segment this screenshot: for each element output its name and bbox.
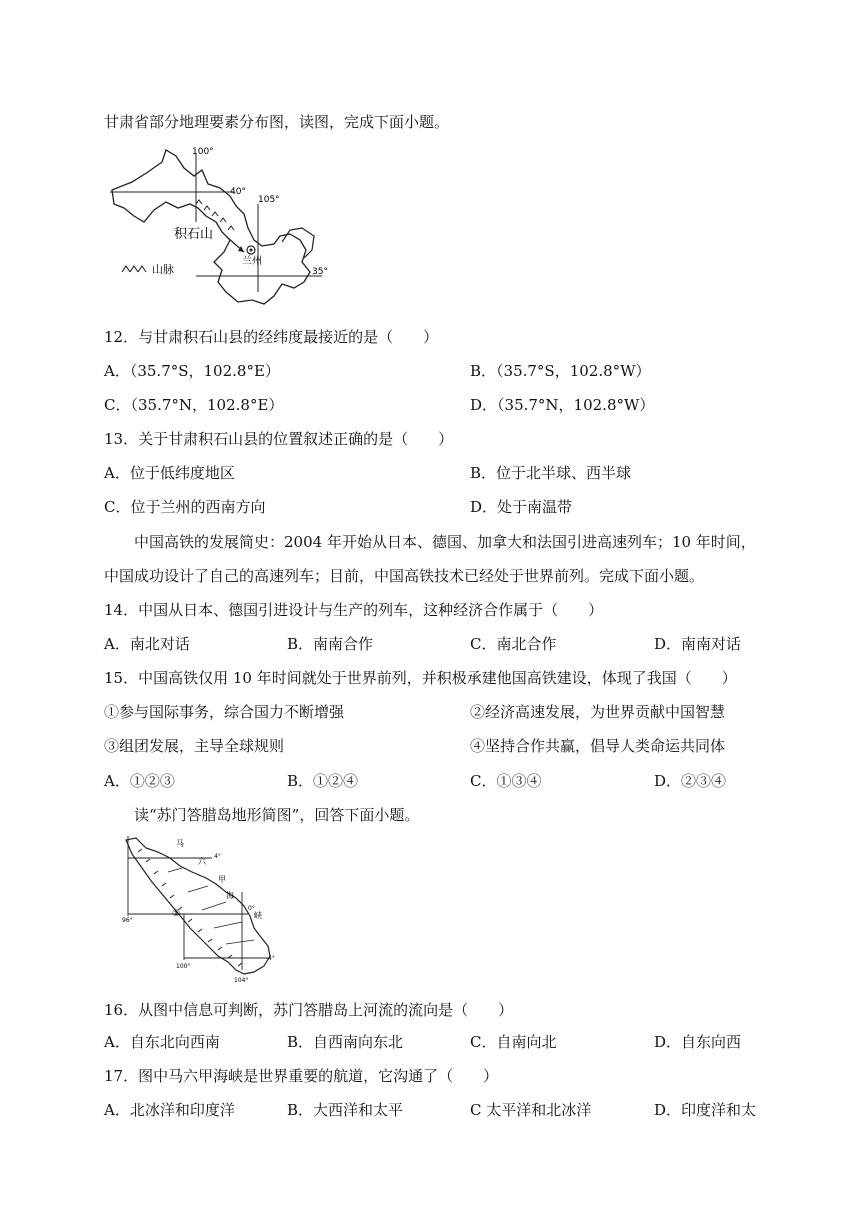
- q13-option-a: A．位于低纬度地区: [104, 464, 235, 482]
- label-lat35: 35°: [312, 267, 328, 277]
- passage-hsr-line2: 中国成功设计了自己的高速列车；目前，中国高铁技术已经处于世界前列。完成下面小题。: [104, 567, 705, 585]
- q12-option-a: A．（35.7°S，102.8°E）: [104, 362, 280, 380]
- label-jishishan: 积石山: [174, 227, 214, 242]
- label-hai: 海: [226, 891, 234, 900]
- q15-statement-1: ①参与国际事务，综合国力不断增强: [104, 703, 345, 721]
- q17-option-c: C 太平洋和北冰洋: [470, 1101, 592, 1119]
- q12-option-b: B．（35.7°S，102.8°W）: [470, 362, 651, 380]
- label-lon100: 100°: [176, 963, 191, 970]
- q13-option-b: B．位于北半球、西半球: [470, 464, 632, 482]
- q16-option-d: D．自东向西: [654, 1033, 742, 1051]
- label-jia: 甲: [218, 875, 226, 884]
- q15-statement-2: ②经济高速发展，为世界贡献中国智慧: [470, 703, 726, 721]
- q16-option-c: C．自南向北: [470, 1033, 557, 1051]
- label-lon100: 100°: [192, 147, 214, 157]
- q14-option-c: C．南北合作: [470, 635, 557, 653]
- intro-sumatra: 读“苏门答腊岛地形简图”，回答下面小题。: [134, 806, 420, 824]
- q17-stem: 17．图中马六甲海峡是世界重要的航道，它沟通了（ ）: [104, 1067, 499, 1085]
- q13-option-d: D．处于南温带: [470, 498, 573, 516]
- mountain-range-symbols: [196, 200, 234, 230]
- label-lon105: 105°: [258, 195, 280, 205]
- sumatra-map: [118, 832, 288, 988]
- q15-stem: 15．中国高铁仅用 10 年时间就处于世界前列，并积极承建他国高铁建设，体现了我国（ ）: [104, 669, 737, 687]
- label-lat4n: 4°: [214, 853, 221, 860]
- q12-option-c: C．（35.7°N，102.8°E）: [104, 396, 284, 414]
- passage-hsr-line1: 中国高铁的发展简史：2004 年开始从日本、德国、加拿大和法国引进高速列车；10 年时间，: [134, 533, 756, 551]
- q15-option-c: C．①③④: [470, 772, 542, 790]
- label-lanzhou: 兰州: [242, 256, 262, 267]
- q16-option-b: B．自西南向东北: [287, 1033, 404, 1051]
- label-ma: 马: [176, 839, 184, 848]
- label-liu: 六: [198, 857, 206, 866]
- q15-option-b: B．①②④: [287, 772, 359, 790]
- label-lat4s: 4°: [268, 955, 275, 962]
- intro-gansu: 甘肃省部分地理要素分布图，读图，完成下面小题。: [104, 113, 450, 131]
- q14-option-b: B．南南合作: [287, 635, 374, 653]
- q13-stem: 13．关于甘肃积石山县的位置叙述正确的是（ ）: [104, 430, 454, 448]
- q16-stem: 16．从图中信息可判断，苏门答腊岛上河流的流向是（ ）: [104, 1001, 514, 1019]
- label-lat0: 0°: [248, 905, 255, 912]
- label-lat40: 40°: [230, 187, 246, 197]
- label-marker-1: ①: [172, 909, 181, 919]
- mountain-hatching: [138, 849, 242, 966]
- label-legend-mountain: 山脉: [152, 263, 174, 276]
- label-lon104: 104°: [234, 977, 249, 984]
- gansu-map: [104, 142, 364, 312]
- q15-statement-3: ③组团发展，主导全球规则: [104, 737, 285, 755]
- gansu-east-lobe: [282, 228, 314, 258]
- label-xia: 峡: [254, 911, 262, 920]
- q15-option-a: A．①②③: [104, 772, 175, 790]
- q16-option-a: A．自东北向西南: [104, 1033, 220, 1051]
- q17-option-d: D．印度洋和太: [654, 1101, 757, 1119]
- q15-statement-4: ④坚持合作共赢，倡导人类命运共同体: [470, 737, 726, 755]
- q14-option-d: D．南南对话: [654, 635, 742, 653]
- q17-option-b: B．大西洋和太平: [287, 1101, 404, 1119]
- q14-option-a: A．南北对话: [104, 635, 190, 653]
- label-lon96: 96°: [122, 917, 133, 924]
- q14-stem: 14．中国从日本、德国引进设计与生产的列车，这种经济合作属于（ ）: [104, 601, 604, 619]
- q12-stem: 12．与甘肃积石山县的经纬度最接近的是（ ）: [104, 328, 439, 346]
- river-lines: [168, 868, 254, 944]
- q12-option-d: D．（35.7°N，102.8°W）: [470, 396, 655, 414]
- q15-option-d: D．②③④: [654, 772, 727, 790]
- mountain-legend-icon: [122, 266, 146, 272]
- q13-option-c: C．位于兰州的西南方向: [104, 498, 266, 516]
- q17-option-a: A．北冰洋和印度洋: [104, 1101, 235, 1119]
